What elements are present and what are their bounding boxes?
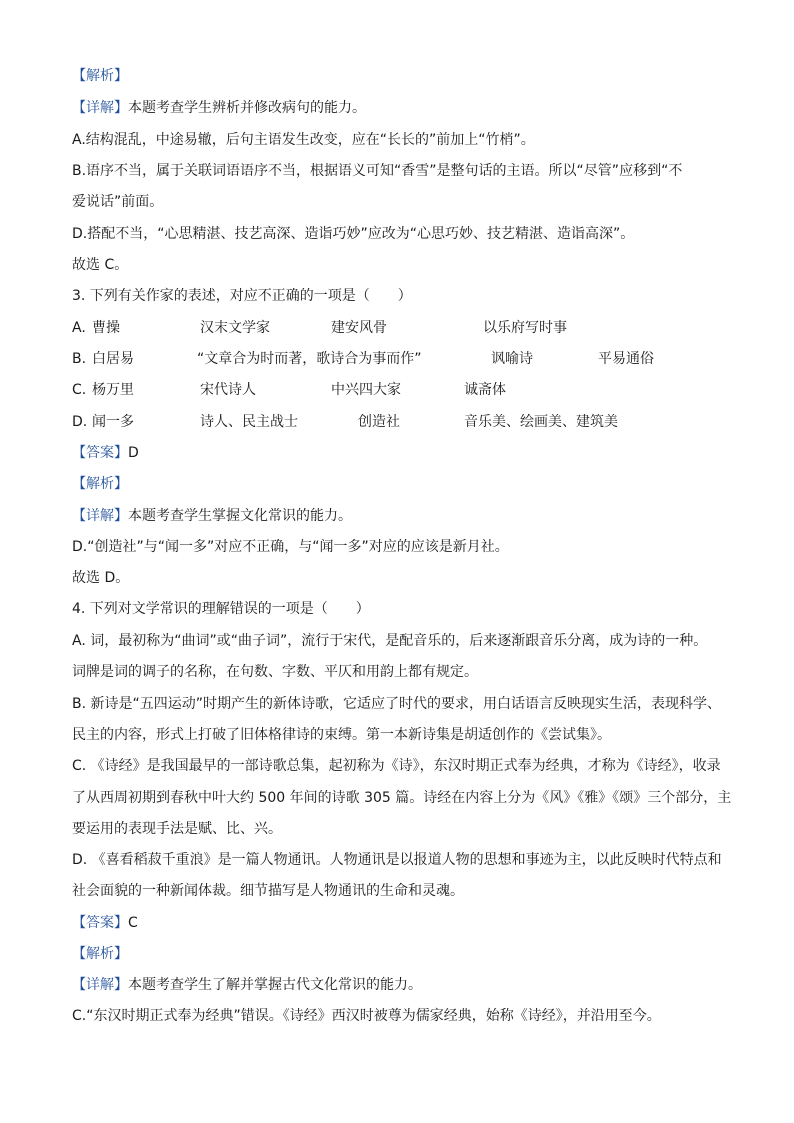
option-col1: 白居易 bbox=[92, 351, 134, 367]
detail-text: 本题考查学生掌握文化常识的能力。 bbox=[128, 508, 352, 524]
question-4-option-b-line1: B. 新诗是“五四运动”时期产生的新体诗歌，它适应了时代的要求，用白话语言反映现实生活，表现科学、 bbox=[72, 696, 722, 712]
option-label: D. bbox=[72, 414, 88, 430]
detail-text: 本题考查学生了解并掌握古代文化常识的能力。 bbox=[128, 977, 422, 993]
option-col3: 创造社 bbox=[358, 414, 400, 430]
question-4-stem: 4. 下列对文学常识的理解错误的一项是（ ） bbox=[72, 601, 370, 617]
option-col2: 诗人、民主战士 bbox=[200, 414, 298, 430]
question-3-stem: 3. 下列有关作家的表述，对应不正确的一项是（ ） bbox=[72, 288, 412, 304]
detail-tag: 【详解】 bbox=[72, 977, 128, 993]
option-col2: 汉末文学家 bbox=[200, 320, 270, 336]
detail-text: 本题考查学生辨析并修改病句的能力。 bbox=[128, 100, 366, 116]
option-col3: 中兴四大家 bbox=[331, 382, 401, 398]
option-label: C. bbox=[72, 382, 87, 398]
explanation-line: D.“创造社”与“闻一多”对应不正确，与“闻一多”对应的应该是新月社。 bbox=[72, 539, 509, 555]
question-4-option-b-line2: 民主的内容，形式上打破了旧体格律诗的束缚。第一本新诗集是胡适创作的《尝试集》。 bbox=[72, 727, 611, 743]
question-3-option-d bbox=[72, 412, 732, 432]
question-3-option-b bbox=[72, 349, 732, 369]
option-col1: 杨万里 bbox=[92, 382, 134, 398]
option-col4: 诚斋体 bbox=[464, 382, 506, 398]
analysis-option-b-line1: B.语序不当，属于关联词语语序不当，根据语义可知“香雪”是整句话的主语。所以“尽管”应移到“不 bbox=[72, 163, 683, 179]
question-4-option-c-line2: 了从西周初期到春秋中叶大约 500 年间的诗歌 305 篇。诗经在内容上分为《风》《雅》《颂》三个部分，主 bbox=[72, 790, 732, 806]
option-col1: 闻一多 bbox=[92, 414, 134, 430]
detail-line bbox=[72, 975, 732, 995]
option-col3: 讽喻诗 bbox=[491, 351, 533, 367]
answer-value: D bbox=[128, 445, 139, 461]
answer-tag: 【答案】 bbox=[72, 915, 128, 931]
question-3-option-a bbox=[72, 318, 732, 338]
analysis-tag: 【解析】 bbox=[72, 68, 128, 84]
question-4-option-a-line2: 词牌是词的调子的名称，在句数、字数、平仄和用韵上都有规定。 bbox=[72, 664, 478, 680]
option-label: A. bbox=[72, 320, 86, 336]
question-4-option-a-line1: A. 词，最初称为“曲词”或“曲子词”，流行于宋代，是配音乐的，后来逐渐跟音乐分离，成为诗的一种。 bbox=[72, 633, 708, 649]
answer-value: C bbox=[128, 915, 138, 931]
question-4-option-c-line3: 要运用的表现手法是赋、比、兴。 bbox=[72, 821, 282, 837]
option-col4: 音乐美、绘画美、建筑美 bbox=[464, 414, 618, 430]
answer-line-3 bbox=[72, 443, 732, 463]
choice-line: 故选 C。 bbox=[72, 257, 129, 273]
answer-line-4 bbox=[72, 913, 732, 933]
detail-tag: 【详解】 bbox=[72, 100, 128, 116]
option-label: B. bbox=[72, 351, 87, 367]
analysis-tag: 【解析】 bbox=[72, 476, 128, 492]
analysis-tag: 【解析】 bbox=[72, 946, 128, 962]
detail-line bbox=[72, 506, 732, 526]
question-4-option-d-line2: 社会面貌的一种新闻体裁。细节描写是人物通讯的生命和灵魂。 bbox=[72, 883, 464, 899]
detail-tag: 【详解】 bbox=[72, 508, 128, 524]
option-col2: 宋代诗人 bbox=[200, 382, 256, 398]
analysis-option-a: A.结构混乱，中途易辙，后句主语发生改变，应在“长长的”前加上“竹梢”。 bbox=[72, 132, 535, 148]
detail-line bbox=[72, 98, 732, 118]
explanation-line: C.“东汉时期正式奉为经典”错误。《诗经》西汉时被尊为儒家经典，始称《诗经》，并沿用至今。 bbox=[72, 1008, 661, 1024]
option-col2: “文章合为时而著，歌诗合为事而作” bbox=[197, 351, 422, 367]
question-4-option-c-line1: C. 《诗经》是我国最早的一部诗歌总集，起初称为《诗》，东汉时期正式奉为经典，才称为《诗经》，收录 bbox=[72, 758, 721, 774]
question-4-option-d-line1: D. 《喜看稻菽千重浪》是一篇人物通讯。人物通讯是以报道人物的思想和事迹为主，以此反映时代特点和 bbox=[72, 852, 722, 868]
option-col1: 曹操 bbox=[92, 320, 120, 336]
question-3-option-c bbox=[72, 380, 732, 400]
option-col3: 建安风骨 bbox=[331, 320, 387, 336]
answer-tag: 【答案】 bbox=[72, 445, 128, 461]
analysis-option-d: D.搭配不当，“心思精湛、技艺高深、造诣巧妙”应改为“心思巧妙、技艺精湛、造诣高深”。 bbox=[72, 226, 635, 242]
choice-line: 故选 D。 bbox=[72, 570, 130, 586]
option-col4: 平易通俗 bbox=[598, 351, 654, 367]
option-col4: 以乐府写时事 bbox=[483, 320, 567, 336]
analysis-option-b-line2: 爱说话”前面。 bbox=[72, 194, 164, 210]
